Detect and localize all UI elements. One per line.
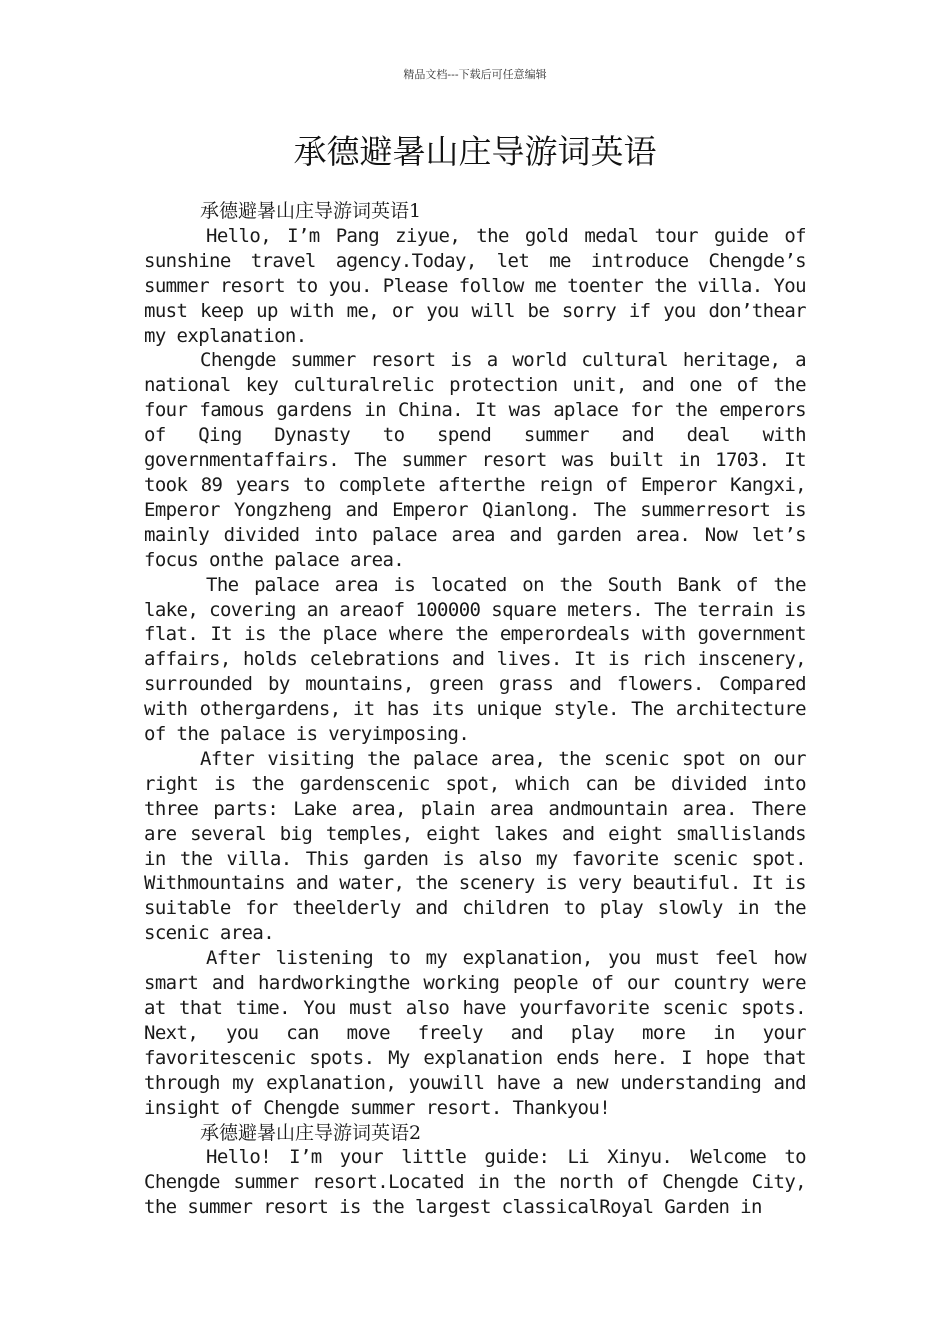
section-heading: 承德避暑山庄导游词英语2 bbox=[200, 1121, 422, 1144]
paragraph: Hello! I’m your little guide: Li Xinyu. Welcome to Chengde summer resort.Located in the north of Chengde City, the summer resort is the largest classicalRoyal Garden in bbox=[144, 1146, 806, 1219]
page-header-note: 精品文档---下载后可任意编辑 bbox=[403, 68, 547, 81]
paragraph: Hello, I’m Pang ziyue, the gold medal tour guide of sunshine travel agency.Today, let me introduce Chengde’s summer resort to you. Please follow me toenter the villa. You must keep up with me, or you will be sorry if you don’thear my explanation. bbox=[144, 224, 806, 347]
section-heading: 承德避暑山庄导游词英语1 bbox=[200, 200, 422, 222]
paragraph: Chengde summer resort is a world cultural heritage, a national key culturalrelic protection unit, and one of the four famous gardens in China. It was aplace for the emperors of Qing Dynasty to spend summer and deal with governmentaffairs. The summer resort was built in 1703. It took 89 years to complete afterthe reign of Emperor Kangxi, Emperor Yongzheng and Emperor Qianlong. The summerresort is mainly divided into palace area and garden area. Now let’s focus onthe palace area. bbox=[144, 349, 806, 571]
document-body bbox=[144, 199, 806, 1220]
paragraph: The palace area is located on the South Bank of the lake, covering an areaof 100000 square meters. The terrain is flat. It is the place where the emperordeals with government affairs, holds celebrations and lives. It is rich inscenery, surrounded by mountains, green grass and flowers. Compared with othergardens, it has its unique style. The architecture of the palace is veryimposing. bbox=[144, 573, 806, 746]
document-title: 承德避暑山庄导游词英语 bbox=[293, 132, 657, 171]
paragraph: After listening to my explanation, you must feel how smart and hardworkingthe working people of our country were at that time. You must also have yourfavorite scenic spots. Next, you can move freely and play more in your favoritescenic spots. My explanation ends here. I hope that through my explanation, youwill have a new understanding and insight of Chengde summer resort. Thankyou! bbox=[144, 947, 806, 1119]
paragraph: After visiting the palace area, the scenic spot on our right is the gardenscenic spot, which can be divided into three parts: Lake area, plain area andmountain area. There are several big temples, eight lakes and eight smallislands in the villa. This garden is also my favorite scenic spot. Withmountains and water, the scenery is very beautiful. It is suitable for theelderly and children to play slowly in the scenic area. bbox=[144, 747, 806, 945]
